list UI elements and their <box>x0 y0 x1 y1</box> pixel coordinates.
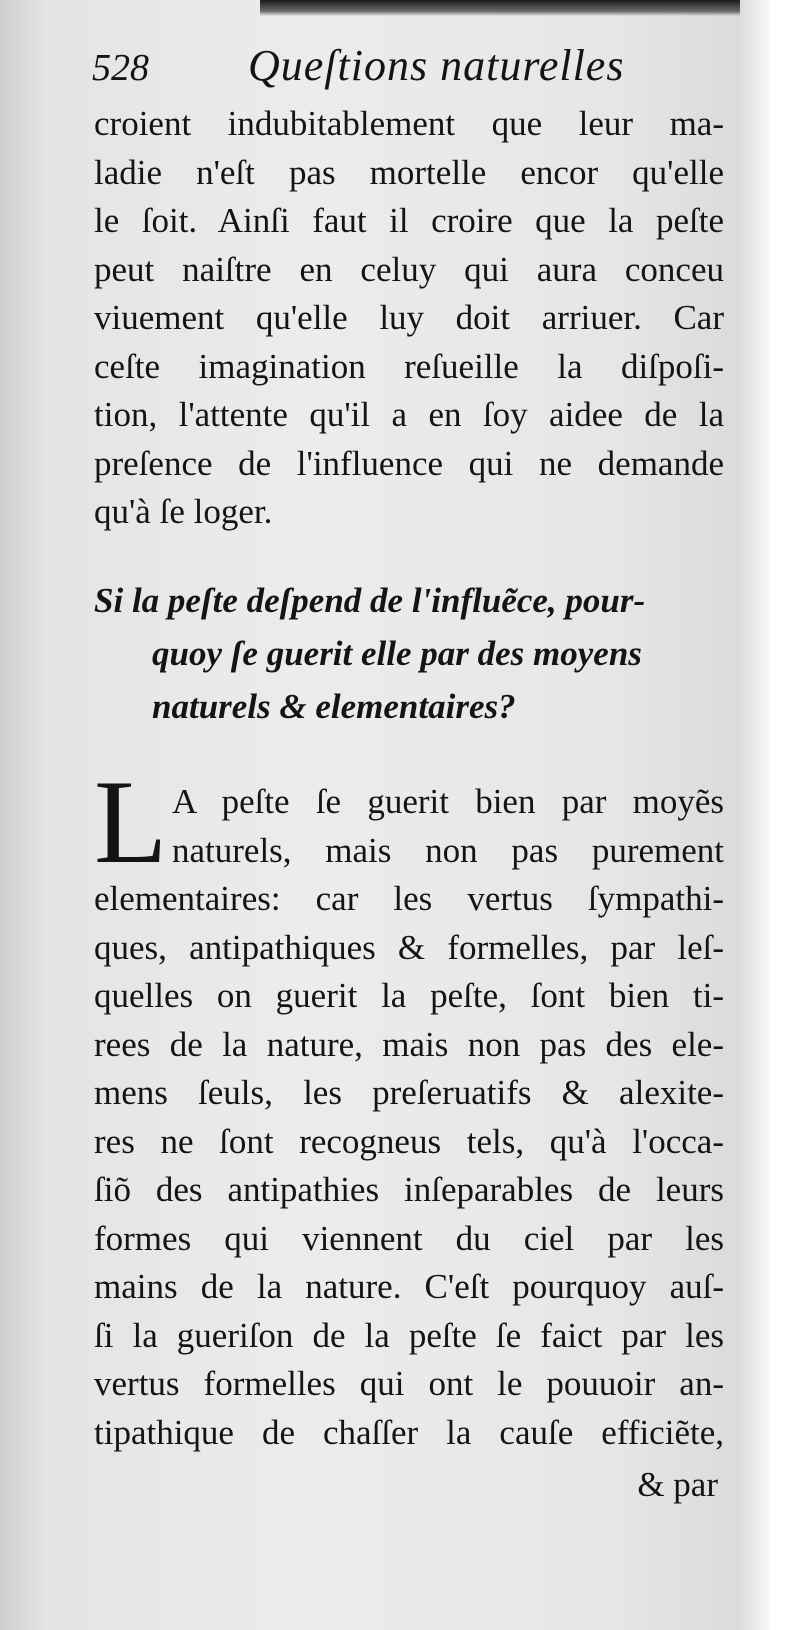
text-line: ladie n'eſt pas mortelle encor qu'elle <box>94 152 724 192</box>
text-line: formes qui viennent du ciel par les <box>94 1218 724 1258</box>
section-heading <box>94 574 734 733</box>
text-line: ques, antipathiques & formelles, par leſ- <box>94 927 724 967</box>
text-line: elementaires: car les vertus ſympathi- <box>94 879 724 918</box>
text-line: peut naiſtre en celuy qui aura conceu <box>94 249 724 289</box>
text-line: naturels, mais non pas purement <box>172 830 724 870</box>
text-line: tipathique de chaſſer la cauſe efficiẽte, <box>94 1412 724 1452</box>
text-line: ſiõ des antipathies inſeparables de leurs <box>94 1170 724 1209</box>
page-edge <box>740 0 770 1630</box>
text-line: qu'à ſe loger. <box>94 492 273 531</box>
running-title: Queſtions naturelles <box>248 41 625 90</box>
text-line: ceſte imagination reſueille la diſpoſi- <box>94 346 724 386</box>
text-line: rees de la nature, mais non pas des ele- <box>94 1024 724 1064</box>
text-line: vertus formelles qui ont le pouuoir an- <box>94 1364 724 1403</box>
catchword: & par <box>637 1465 718 1504</box>
text-line: le ſoit. Ainſi faut il croire que la peſte <box>94 201 724 240</box>
drop-cap: L <box>94 755 168 888</box>
text-line: quelles on guerit la peſte, ſont bien ti- <box>94 976 724 1015</box>
text-line: res ne ſont recogneus tels, qu'à l'occa- <box>94 1121 724 1161</box>
text-line: preſence de l'influence qui ne demande <box>94 443 724 483</box>
text-line: tion, l'attente qu'il a en ſoy aidee de la <box>94 395 724 434</box>
paragraph-2 <box>94 778 724 1457</box>
heading-line: quoy ſe guerit elle par des moyens <box>152 634 642 673</box>
text-line: mens ſeuls, les preſeruatifs & alexite- <box>94 1073 724 1112</box>
page-header <box>92 40 742 100</box>
heading-line: Si la peſte deſpend de l'influẽce, pour- <box>94 581 646 620</box>
page-number: 528 <box>92 47 149 89</box>
text-line: viuement qu'elle luy doit arriuer. Car <box>94 298 724 337</box>
text-line: mains de la nature. C'eſt pourquoy auſ- <box>94 1267 724 1306</box>
paragraph-1 <box>94 100 724 537</box>
text-line: A peſte ſe guerit bien par moyẽs <box>172 782 724 821</box>
heading-line: naturels & elementaires? <box>152 687 516 726</box>
text-line: croient indubitablement que leur ma- <box>94 104 724 143</box>
scan-shadow <box>260 0 770 16</box>
text-line: ſi la gueriſon de la peſte ſe faict par les <box>94 1315 724 1355</box>
